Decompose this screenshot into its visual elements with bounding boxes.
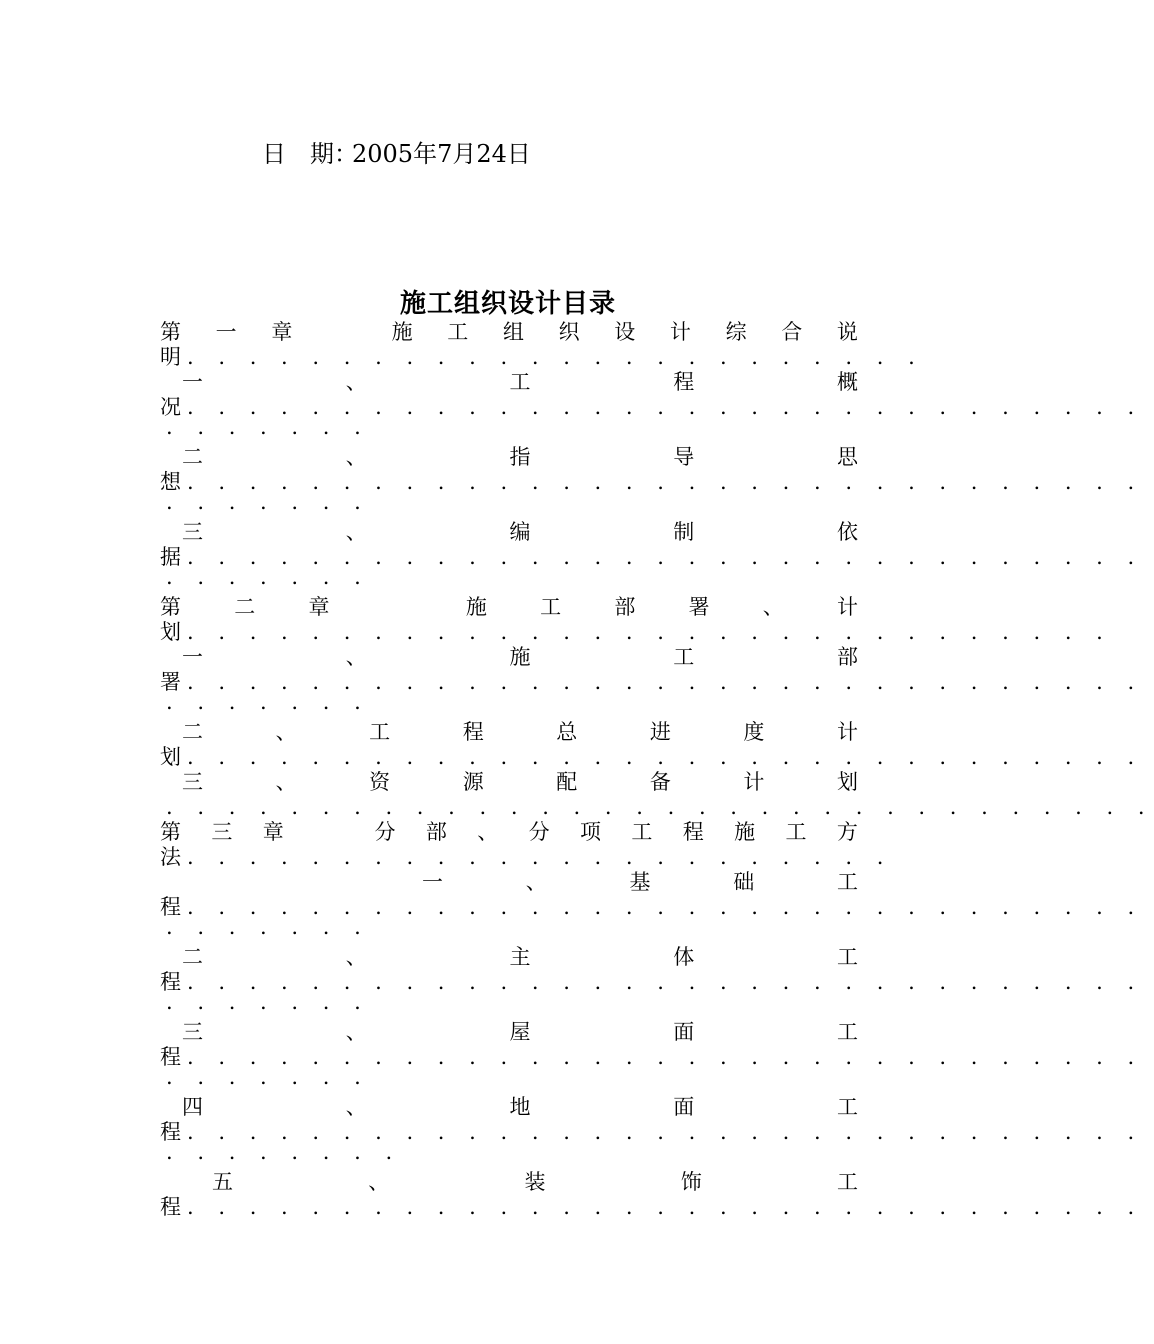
- toc-char: 工: [837, 945, 858, 969]
- toc-char: 备: [649, 770, 671, 794]
- toc-char: 计: [743, 770, 765, 794]
- toc-char: 工: [837, 870, 858, 894]
- toc-entry-heading: [160, 520, 858, 545]
- toc-entry-ch3-4[interactable]: [160, 1095, 1144, 1170]
- toc-dot-leader-continued: . . . . . . .: [166, 690, 370, 714]
- toc-entry-leader-row: [160, 620, 1112, 645]
- toc-char: 工: [837, 1020, 858, 1044]
- toc-dot-leader-continued: . . . . . . .: [166, 415, 370, 439]
- toc-char: 源: [462, 770, 484, 794]
- toc-char: 进: [649, 720, 671, 744]
- toc-char: 二: [182, 720, 203, 744]
- toc-last-char: 划: [160, 620, 181, 644]
- toc-char: 装: [524, 1170, 546, 1194]
- toc-char: 三: [182, 770, 203, 794]
- toc-char: 、: [275, 770, 297, 794]
- toc-dot-leader-continued: . . . . . . .: [166, 565, 370, 589]
- toc-char: 、: [345, 370, 367, 394]
- toc-entry-heading: [160, 1095, 858, 1120]
- toc-char: 合: [781, 320, 803, 344]
- toc-char: 三: [182, 520, 203, 544]
- toc-dot-leader: . . . . . . . . . . . . . . . . . . . . . . . . . . . . . . .: [187, 895, 1144, 919]
- toc-last-char: 程: [160, 895, 181, 919]
- toc-char: 工: [540, 595, 562, 619]
- toc-char: 、: [477, 820, 499, 844]
- toc-char: 思: [837, 445, 858, 469]
- toc-char: 制: [673, 520, 695, 544]
- toc-char: 、: [525, 870, 547, 894]
- toc-char: 指: [509, 445, 531, 469]
- toc-entry-ch3-3[interactable]: [160, 1020, 1144, 1095]
- toc-char: 划: [836, 770, 858, 794]
- toc-char: 章: [262, 820, 284, 844]
- toc-char: 三: [211, 820, 233, 844]
- toc-char: 导: [673, 445, 695, 469]
- toc-char: 工: [509, 370, 531, 394]
- toc-char: 面: [673, 1095, 695, 1119]
- toc-entry-ch3-1[interactable]: [160, 870, 1144, 945]
- toc-last-char: 程: [160, 1120, 181, 1144]
- toc-char: 度: [743, 720, 765, 744]
- toc-dot-leader-continued: . . . . . . . .: [166, 1140, 402, 1164]
- toc-char: 计: [669, 320, 691, 344]
- toc-char: 资: [369, 770, 391, 794]
- toc-char: 编: [509, 520, 531, 544]
- toc-char: 二: [234, 595, 256, 619]
- toc-dot-leader: . . . . . . . . . . . . . . . . . . . . . . . . . . . . . . .: [187, 970, 1144, 994]
- toc-char: 一: [182, 645, 203, 669]
- toc-entry-heading: [160, 320, 858, 345]
- toc-char: 施: [734, 820, 756, 844]
- toc-entry-leader-row: [160, 745, 1144, 770]
- toc-char: 依: [837, 520, 858, 544]
- toc-char: 项: [580, 820, 601, 844]
- toc-char: 概: [837, 370, 858, 394]
- toc-entry-heading: [160, 720, 858, 745]
- toc-entry-ch3-5[interactable]: [160, 1170, 1144, 1220]
- toc-char: 程: [682, 820, 704, 844]
- toc-last-char: 明: [160, 345, 181, 369]
- toc-entry-ch1-2[interactable]: [160, 445, 1144, 520]
- toc-dot-leader: . . . . . . . . . . . . . . . . . . . . . . . . . . . . . . .: [187, 545, 1144, 569]
- toc-char: 一: [182, 370, 203, 394]
- toc-char: [314, 820, 344, 845]
- toc-entry-heading: [160, 820, 858, 845]
- toc-char: 部: [837, 645, 858, 669]
- toc-char: 四: [182, 1095, 203, 1119]
- toc-char: 程: [462, 720, 484, 744]
- toc-last-char: 程: [160, 1195, 181, 1219]
- toc-char: 三: [182, 1020, 203, 1044]
- toc-entry-ch2-2[interactable]: [160, 720, 1144, 770]
- toc-dot-leader: . . . . . . . . . . . . . . . . . . . . . . . . . . . . . . .: [187, 1195, 1144, 1219]
- table-of-contents: [160, 320, 1154, 1220]
- toc-dot-leader: . . . . . . . . . . . . . . . . . . . . . . . . . . . . . . .: [187, 395, 1144, 419]
- toc-char: 综: [725, 320, 747, 344]
- date-label: 日 期：: [262, 140, 358, 168]
- toc-entry-heading: [160, 370, 858, 395]
- toc-char: 计: [836, 720, 858, 744]
- toc-char: 工: [837, 1095, 858, 1119]
- toc-char: 工: [785, 820, 807, 844]
- toc-char: 第: [160, 320, 181, 344]
- toc-char: 说: [836, 320, 858, 344]
- toc-last-char: 想: [160, 470, 181, 494]
- toc-char: 施: [509, 645, 531, 669]
- toc-char: 二: [182, 445, 203, 469]
- toc-entry-ch1-3[interactable]: [160, 520, 1144, 595]
- toc-char: 程: [673, 370, 695, 394]
- toc-last-char: 据: [160, 545, 181, 569]
- document-date: [262, 134, 531, 169]
- toc-char: 地: [509, 1095, 531, 1119]
- toc-char: 、: [345, 645, 367, 669]
- toc-char: 施: [465, 595, 487, 619]
- toc-char: 工: [837, 1170, 858, 1194]
- date-value: 2005年7月24日: [352, 140, 531, 168]
- toc-char: 方: [836, 820, 858, 844]
- toc-entry-ch2[interactable]: [160, 595, 1112, 645]
- toc-char: 第: [160, 595, 181, 619]
- toc-dot-leader: . . . . . . . . . . . . . . . . . . . . . . .: [187, 845, 893, 869]
- toc-dot-leader: . . . . . . . . . . . . . . . . . . . . . . . . . . . . . . .: [187, 745, 1144, 769]
- toc-dot-leader-continued: . . . . . . .: [166, 1065, 370, 1089]
- toc-char: 总: [556, 720, 578, 744]
- page-title: 施工组织设计目录: [399, 289, 616, 319]
- toc-dot-leader: . . . . . . . . . . . . . . . . . . . . . . . . . . . . . .: [187, 620, 1112, 644]
- toc-last-char: 程: [160, 970, 181, 994]
- toc-char: 面: [673, 1020, 695, 1044]
- toc-char: 工: [369, 720, 391, 744]
- toc-char: 章: [308, 595, 330, 619]
- toc-entry-heading: [160, 870, 858, 895]
- toc-char: 一: [215, 320, 237, 344]
- toc-char: 工: [673, 645, 695, 669]
- toc-char: 施: [391, 320, 413, 344]
- toc-char: 五: [212, 1170, 233, 1194]
- toc-char: 分: [374, 820, 396, 844]
- toc-char: 、: [345, 520, 367, 544]
- toc-dot-leader: . . . . . . . . . . . . . . . . . . . . . . . . . . . . . . .: [187, 670, 1144, 694]
- toc-char: 工: [447, 320, 469, 344]
- toc-char: 、: [275, 720, 297, 744]
- toc-entry-heading: [160, 1020, 858, 1045]
- toc-dot-leader-continued: . . . . . . .: [166, 915, 370, 939]
- toc-dot-leader-continued: . . . . . . .: [166, 490, 370, 514]
- toc-char: 、: [345, 1095, 367, 1119]
- toc-dot-leader: . . . . . . . . . . . . . . . . . . . . . . . . . . . . . . . .: [166, 795, 1154, 819]
- toc-char: 第: [160, 820, 181, 844]
- toc-char: 、: [345, 445, 367, 469]
- toc-dot-leader: . . . . . . . . . . . . . . . . . . . . . . . . . . . . . . .: [187, 470, 1144, 494]
- toc-char: 织: [558, 320, 580, 344]
- toc-char: 础: [733, 870, 755, 894]
- toc-entry-heading: [160, 945, 858, 970]
- toc-last-char: 划: [160, 745, 181, 769]
- toc-entry-heading: [160, 445, 858, 470]
- toc-char: 饰: [680, 1170, 702, 1194]
- toc-char: 体: [673, 945, 695, 969]
- toc-entry-ch3-2[interactable]: [160, 945, 1144, 1020]
- toc-char: 设: [614, 320, 636, 344]
- toc-char: 、: [762, 595, 784, 619]
- toc-char: 二: [182, 945, 203, 969]
- toc-entry-heading: [160, 770, 858, 795]
- toc-last-char: 署: [160, 670, 181, 694]
- toc-last-char: 况: [160, 395, 181, 419]
- toc-dot-leader-continued: . . . . . . .: [166, 990, 370, 1014]
- toc-entry-ch2-3[interactable]: [160, 770, 1154, 820]
- toc-char: 、: [345, 1020, 367, 1044]
- toc-char: 工: [631, 820, 653, 844]
- toc-char: 、: [345, 945, 367, 969]
- toc-char: [383, 595, 413, 620]
- toc-char: 配: [556, 770, 578, 794]
- toc-entry-leader-row: [160, 1195, 1144, 1220]
- toc-char: [327, 320, 357, 345]
- toc-char: 分: [528, 820, 550, 844]
- toc-char: 主: [509, 945, 531, 969]
- toc-dot-leader: . . . . . . . . . . . . . . . . . . . . . . . . . . . . . . .: [187, 1045, 1144, 1069]
- toc-dot-leader: . . . . . . . . . . . . . . . . . . . . . . . .: [187, 345, 924, 369]
- toc-char: 一: [422, 870, 443, 894]
- toc-char: 组: [502, 320, 524, 344]
- toc-entry-heading: [160, 645, 858, 670]
- toc-char: 计: [836, 595, 858, 619]
- toc-entry-leader-row: [160, 345, 924, 370]
- toc-entry-ch1-1[interactable]: [160, 370, 1144, 445]
- toc-entry-ch1[interactable]: [160, 320, 924, 370]
- toc-last-char: 程: [160, 1045, 181, 1069]
- toc-entry-ch2-1[interactable]: [160, 645, 1144, 720]
- toc-char: 、: [368, 1170, 390, 1194]
- toc-entry-heading: [160, 595, 858, 620]
- toc-dot-leader: . . . . . . . . . . . . . . . . . . . . . . . . . . . . . . .: [187, 1120, 1144, 1144]
- toc-char: 基: [629, 870, 651, 894]
- toc-char: 部: [614, 595, 636, 619]
- toc-char: 部: [425, 820, 447, 844]
- toc-entry-heading: [160, 1170, 858, 1195]
- toc-entry-leader-row: [160, 795, 1154, 820]
- toc-entry-leader-row: [160, 845, 893, 870]
- toc-entry-ch3[interactable]: [160, 820, 893, 870]
- toc-char: 屋: [509, 1020, 531, 1044]
- toc-char: 署: [688, 595, 710, 619]
- toc-last-char: 法: [160, 845, 181, 869]
- toc-char: 章: [271, 320, 293, 344]
